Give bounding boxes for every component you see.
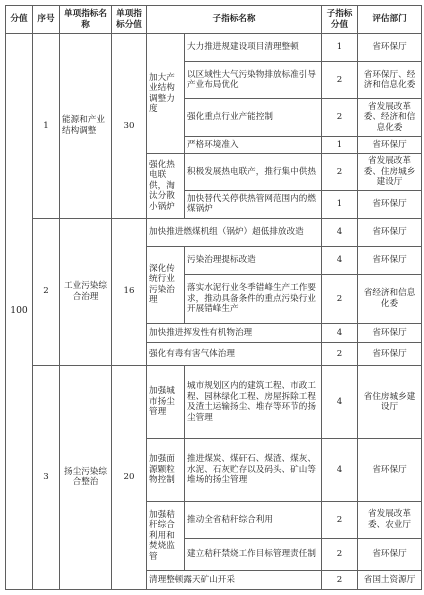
total-score: 100 bbox=[6, 34, 33, 590]
header-row bbox=[6, 6, 422, 34]
header-seq: 序号 bbox=[33, 6, 60, 34]
item-dept: 省环保厅、经济和信息化委 bbox=[358, 62, 422, 99]
item-text: 落实水泥行业冬季错峰生产工作要求，推动具备条件的重点污染行业开展错峰生产 bbox=[185, 274, 322, 324]
item-dept: 省环保厅 bbox=[358, 34, 422, 62]
section-name: 能源和产业结构调整 bbox=[60, 34, 112, 219]
item-text: 加快推进挥发性有机物治理 bbox=[147, 324, 322, 343]
section-seq: 1 bbox=[33, 34, 60, 219]
item-text: 推进煤炭、煤矸石、煤渣、煤灰、水泥、石灰贮存以及码头、矿山等堆场的扬尘管理 bbox=[185, 439, 322, 501]
group-name: 深化传统行业污染治理 bbox=[147, 246, 185, 324]
header-sub-name: 子指标名称 bbox=[147, 6, 322, 34]
item-score: 4 bbox=[322, 324, 358, 343]
item-text: 加快推进燃煤机组（锅炉）超低排放改造 bbox=[147, 218, 322, 246]
group-name: 加大产业结构调整力度 bbox=[147, 34, 185, 154]
item-score: 2 bbox=[322, 62, 358, 99]
item-score: 2 bbox=[322, 501, 358, 538]
item-score: 1 bbox=[322, 136, 358, 154]
item-text: 清理整顿露天矿山开采 bbox=[147, 571, 322, 590]
item-dept: 省环保厅 bbox=[358, 190, 422, 218]
item-text: 加快替代关停供热管网范围内的燃煤锅炉 bbox=[185, 190, 322, 218]
item-dept: 省环保厅 bbox=[358, 136, 422, 154]
header-sub-score: 子指标分值 bbox=[322, 6, 358, 34]
item-dept: 省发展改革委、住房城乡建设厅 bbox=[358, 154, 422, 190]
item-score: 2 bbox=[322, 274, 358, 324]
header-single-score: 单项指标分值 bbox=[112, 6, 147, 34]
header-dept: 评估部门 bbox=[358, 6, 422, 34]
group-name: 加强秸秆综合利用和焚烧监管 bbox=[147, 501, 185, 570]
section-seq: 3 bbox=[33, 365, 60, 589]
table-row bbox=[6, 34, 422, 62]
group-name: 加强城市扬尘管理 bbox=[147, 365, 185, 439]
item-score: 2 bbox=[322, 154, 358, 190]
item-score: 2 bbox=[322, 571, 358, 590]
item-text: 强化有毒有害气体治理 bbox=[147, 343, 322, 366]
item-dept: 省环保厅 bbox=[358, 439, 422, 501]
section-score: 20 bbox=[112, 365, 147, 589]
item-text: 建立秸秆禁烧工作目标管理责任制 bbox=[185, 539, 322, 571]
table-row bbox=[6, 365, 422, 439]
item-text: 积极发展热电联产，推行集中供热 bbox=[185, 154, 322, 190]
section-seq: 2 bbox=[33, 218, 60, 365]
item-text: 以区域性大气污染物排放标准引导产业布局优化 bbox=[185, 62, 322, 99]
item-score: 1 bbox=[322, 190, 358, 218]
section-score: 30 bbox=[112, 34, 147, 219]
item-dept: 省环保厅 bbox=[358, 343, 422, 366]
header-score: 分值 bbox=[6, 6, 33, 34]
item-text: 推动全省秸秆综合利用 bbox=[185, 501, 322, 538]
section-score: 16 bbox=[112, 218, 147, 365]
header-single-name: 单项指标名称 bbox=[60, 6, 112, 34]
item-dept: 省环保厅 bbox=[358, 539, 422, 571]
section-name: 扬尘污染综合整治 bbox=[60, 365, 112, 589]
item-text: 严格环境准入 bbox=[185, 136, 322, 154]
item-text: 污染治理提标改造 bbox=[185, 246, 322, 274]
item-score: 4 bbox=[322, 439, 358, 501]
item-score: 4 bbox=[322, 246, 358, 274]
item-dept: 省经济和信息化委 bbox=[358, 274, 422, 324]
item-score: 1 bbox=[322, 34, 358, 62]
section-name: 工业污染综合治理 bbox=[60, 218, 112, 365]
item-text: 大力推进规建设项目清理整顿 bbox=[185, 34, 322, 62]
item-score: 2 bbox=[322, 343, 358, 366]
item-dept: 省国土资源厅 bbox=[358, 571, 422, 590]
table-row bbox=[6, 218, 422, 246]
group-name: 强化热电联供，淘汰分散小锅炉 bbox=[147, 154, 185, 218]
item-score: 2 bbox=[322, 539, 358, 571]
item-dept: 省发展改革委、经济和信息化委 bbox=[358, 99, 422, 136]
item-dept: 省发展改革委、农业厅 bbox=[358, 501, 422, 538]
item-score: 4 bbox=[322, 365, 358, 439]
group-name: 加强面源颗粒物控制 bbox=[147, 439, 185, 501]
item-dept: 省住房城乡建设厅 bbox=[358, 365, 422, 439]
evaluation-table bbox=[5, 5, 422, 590]
item-score: 4 bbox=[322, 218, 358, 246]
item-score: 2 bbox=[322, 99, 358, 136]
item-dept: 省环保厅 bbox=[358, 324, 422, 343]
item-text: 城市规划区内的建筑工程、市政工程、园林绿化工程、房屋拆除工程及渣土运输扬尘、堆存等环节的扬尘管理 bbox=[185, 365, 322, 439]
item-text: 强化重点行业产能控制 bbox=[185, 99, 322, 136]
item-dept: 省环保厅 bbox=[358, 218, 422, 246]
item-dept: 省环保厅 bbox=[358, 246, 422, 274]
